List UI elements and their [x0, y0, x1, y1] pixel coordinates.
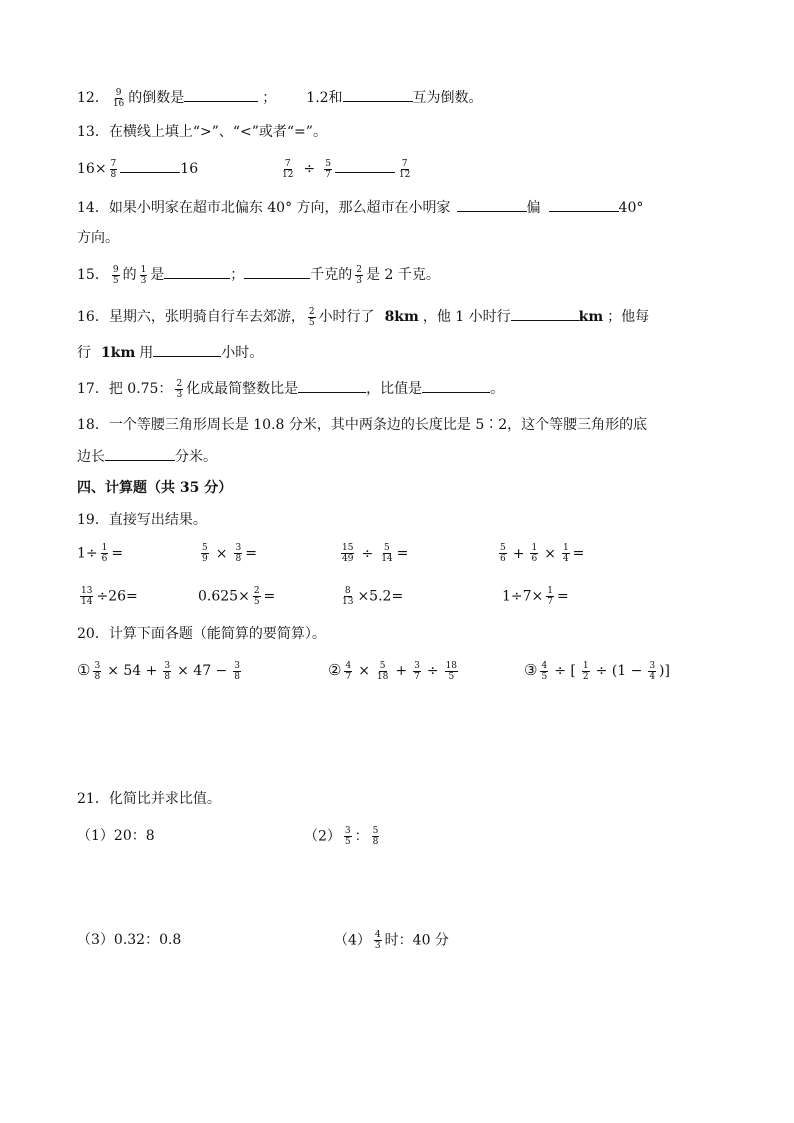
- fraction: [112, 265, 120, 286]
- fraction: [112, 88, 125, 109]
- compare-a: 16× $\frac{7}{8}$ 16: [77, 158, 199, 180]
- expression: $\frac{13}{14}$ ÷26=: [81, 586, 138, 607]
- ratio-3: （3）0.32：0.8: [77, 932, 182, 948]
- answer-blank[interactable]: [153, 342, 221, 357]
- denominator: 18: [376, 671, 389, 682]
- denominator: 8: [164, 671, 171, 682]
- fraction: [175, 379, 183, 400]
- fraction: [546, 586, 554, 607]
- fraction: [445, 661, 458, 682]
- fraction: [374, 930, 382, 951]
- answer-blank[interactable]: [298, 378, 366, 393]
- fraction: [648, 661, 656, 682]
- denominator: 8: [94, 671, 101, 682]
- ratio-1: （1）20：8: [77, 828, 155, 844]
- denominator: 12: [398, 169, 411, 180]
- denominator: 8: [234, 671, 241, 682]
- ratio-2: （2） $\frac{3}{5}$ ： $\frac{5}{8}$: [304, 826, 379, 847]
- expression: $\frac{5}{9}$ × $\frac{3}{8}$ =: [202, 543, 257, 564]
- fraction: [344, 661, 352, 682]
- denominator: 5: [448, 671, 455, 682]
- expression: 1÷7× $\frac{1}{7}$ =: [502, 586, 569, 607]
- numerator: 1: [101, 543, 108, 553]
- numerator: 1: [547, 586, 554, 596]
- fraction: [372, 826, 380, 847]
- question-19: 19．直接写出结果。: [77, 512, 207, 528]
- numerator: 7: [110, 158, 117, 169]
- fraction: [562, 543, 570, 564]
- fraction: [413, 661, 421, 682]
- fraction: [355, 265, 363, 286]
- answer-blank[interactable]: [184, 87, 258, 102]
- denominator: 3: [176, 389, 183, 400]
- question-14: 14．如果小明家在超市北偏东 40° 方向，那么超市在小明家 偏 40°: [77, 197, 643, 218]
- denominator: 7: [414, 671, 420, 682]
- fraction: [253, 586, 261, 607]
- denominator: 5: [541, 671, 548, 682]
- numerator: 1: [531, 543, 538, 553]
- numerator: 9: [115, 87, 122, 98]
- section-heading: 四、计算题（共 35 分）: [77, 480, 233, 496]
- fraction: [398, 159, 411, 180]
- fraction: [540, 661, 548, 682]
- fraction: [163, 661, 171, 682]
- fraction: [80, 586, 93, 607]
- numerator: 4: [345, 660, 352, 671]
- expression: $\frac{15}{49}$ ÷ $\frac{5}{14}$ =: [342, 543, 409, 564]
- question-18: 18．一个等腰三角形周长是 10.8 分米，其中两条边的长度比是 5∶2，这个等腰三角形的底: [77, 417, 648, 433]
- denominator: 5: [308, 317, 315, 328]
- fraction: [101, 543, 109, 564]
- denominator: 2: [582, 671, 589, 682]
- answer-blank[interactable]: [244, 264, 310, 279]
- question-16-line2: 行 1km 用 小时。: [77, 342, 263, 363]
- numerator: 7: [401, 158, 408, 169]
- fraction: [234, 543, 242, 564]
- question-18-line2: 边长 分米。: [77, 446, 217, 467]
- numerator: 1: [562, 543, 569, 553]
- numerator: 3: [235, 543, 242, 553]
- numerator: 4: [374, 930, 381, 940]
- numerator: 1: [582, 660, 589, 671]
- answer-blank[interactable]: [120, 158, 180, 173]
- denominator: 5: [344, 837, 351, 847]
- denominator: 4: [649, 671, 656, 682]
- question-15: 15． $\frac{9}{5}$ 的 $\frac{1}{3}$ 是 ； 千克的 $\frac{2}{3}$ 是 2 千克。: [77, 264, 440, 286]
- answer-blank[interactable]: [549, 197, 619, 212]
- ratio-4: （4） $\frac{4}{3}$ 时：40 分: [334, 930, 449, 951]
- numerator: 3: [164, 660, 171, 671]
- fraction: [341, 586, 354, 607]
- question-20: 20．计算下面各题（能简算的要简算）。: [77, 626, 326, 642]
- question-14-line2: 方向。: [77, 230, 119, 246]
- denominator: 5: [112, 275, 119, 286]
- denominator: 49: [342, 554, 354, 564]
- expression: 0.625× $\frac{2}{5}$ =: [198, 586, 276, 607]
- denominator: 14: [81, 597, 93, 607]
- numerator: 4: [541, 660, 548, 671]
- denominator: 8: [235, 554, 242, 564]
- fraction: [281, 159, 294, 180]
- answer-blank[interactable]: [422, 378, 490, 393]
- fraction: [93, 661, 101, 682]
- numerator: 15: [342, 543, 354, 553]
- numerator: 2: [308, 306, 315, 317]
- fraction: [201, 543, 209, 564]
- denominator: 8: [372, 837, 379, 847]
- question-16: 16．星期六，张明骑自行车去郊游， $\frac{2}{5}$ 小时行了 8km ，他 1 小时行 km ；他每: [77, 306, 650, 328]
- fraction: [233, 661, 241, 682]
- numerator: 7: [284, 158, 291, 169]
- answer-blank[interactable]: [335, 158, 395, 173]
- denominator: 7: [345, 671, 352, 682]
- problem-3: ③ $\frac{4}{5}$ ÷ [ $\frac{1}{2}$ ÷ (1 − $\frac{3}{4}$ )]: [524, 660, 670, 682]
- numerator: 3: [234, 660, 241, 671]
- denominator: 6: [531, 554, 538, 564]
- fraction: [376, 661, 389, 682]
- question-21: 21．化简比并求比值。: [77, 791, 221, 807]
- problem-2: ② $\frac{4}{7}$ × $\frac{5}{18}$ + $\frac{3}{7}$ ÷ $\frac{18}{5}$: [328, 660, 458, 682]
- numerator: 3: [94, 660, 101, 671]
- fraction: [110, 159, 118, 180]
- question-17: 17．把 0.75： $\frac{2}{3}$ 化成最简整数比是 ，比值是 。: [77, 378, 505, 400]
- fraction: [530, 543, 538, 564]
- denominator: 12: [282, 169, 294, 180]
- numerator: 2: [176, 378, 183, 389]
- denominator: 6: [500, 554, 506, 564]
- denominator: 13: [342, 597, 354, 607]
- numerator: 3: [649, 660, 656, 671]
- denominator: 9: [202, 554, 208, 564]
- numerator: 5: [325, 158, 331, 169]
- denominator: 6: [101, 554, 108, 564]
- expression: 1÷ $\frac{1}{6}$ =: [77, 543, 124, 564]
- numerator: 5: [500, 543, 506, 553]
- denominator: 5: [253, 597, 260, 607]
- question-12: 12． $\frac{9}{16}$ 的倒数是 ； 1.2和 互为倒数。: [77, 87, 483, 109]
- answer-blank[interactable]: [457, 197, 527, 212]
- fraction: [499, 543, 507, 564]
- fraction: [341, 543, 354, 564]
- numerator: 5: [372, 826, 379, 836]
- compare-b: $\frac{7}{12}$ ÷ $\frac{5}{7}$ $\frac{7}{12}$: [282, 158, 411, 180]
- denominator: 3: [140, 275, 147, 286]
- fraction: [344, 826, 352, 847]
- fraction: [380, 543, 393, 564]
- numerator: 8: [344, 586, 351, 596]
- denominator: 14: [381, 554, 393, 564]
- denominator: 3: [374, 941, 381, 951]
- answer-blank[interactable]: [105, 446, 175, 461]
- fraction: [140, 265, 148, 286]
- numerator: 2: [253, 586, 260, 596]
- denominator: 7: [325, 169, 331, 180]
- numerator: 5: [202, 543, 208, 553]
- expression: $\frac{5}{6}$ + $\frac{1}{6}$ × $\frac{1}{4}$ =: [500, 543, 585, 564]
- numerator: 2: [356, 264, 363, 275]
- denominator: 16: [112, 98, 125, 109]
- numerator: 18: [445, 660, 458, 671]
- denominator: 8: [110, 169, 117, 180]
- denominator: 3: [356, 275, 363, 286]
- numerator: 3: [344, 826, 351, 836]
- fraction: [308, 307, 316, 328]
- denominator: 7: [547, 597, 554, 607]
- numerator: 1: [140, 264, 147, 275]
- numerator: 9: [112, 264, 119, 275]
- denominator: 4: [562, 554, 569, 564]
- question-13: 13．在横线上填上“>”、“<”或者“=”。: [77, 124, 327, 140]
- numerator: 5: [384, 543, 390, 553]
- fraction: [582, 661, 590, 682]
- numerator: 5: [379, 660, 386, 671]
- fraction: [324, 159, 332, 180]
- answer-blank[interactable]: [343, 87, 413, 102]
- answer-blank[interactable]: [164, 264, 230, 279]
- expression: $\frac{8}{13}$ ×5.2=: [342, 586, 404, 607]
- answer-blank[interactable]: [511, 306, 579, 321]
- numerator: 3: [414, 660, 420, 671]
- problem-1: ① $\frac{3}{8}$ × 54 + $\frac{3}{8}$ × 47 − $\frac{3}{8}$: [77, 660, 241, 682]
- numerator: 13: [81, 586, 93, 596]
